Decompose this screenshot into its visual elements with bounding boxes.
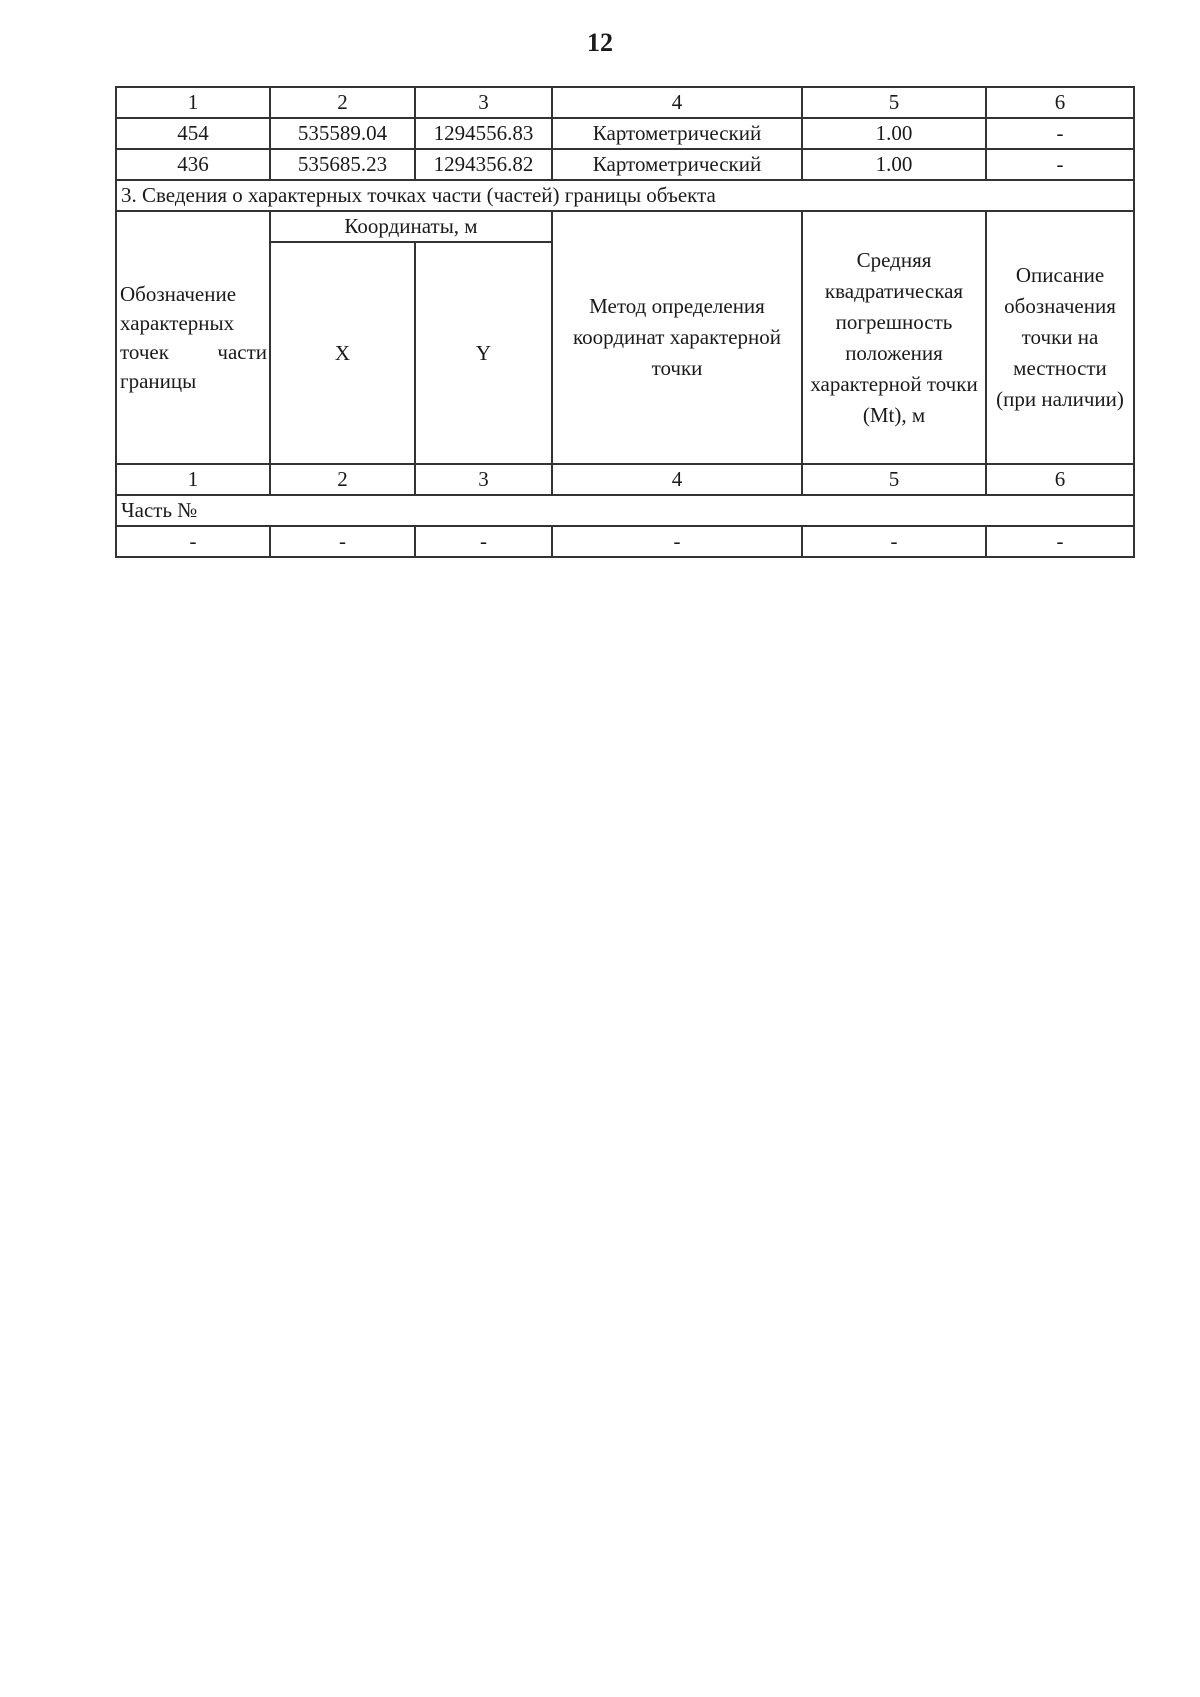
header-y: Y (415, 242, 552, 464)
coord-x: 535589.04 (270, 118, 415, 149)
part-label-row (116, 495, 1134, 526)
description: - (986, 149, 1134, 180)
col-num-4: 4 (552, 464, 802, 495)
section-3-title: 3. Сведения о характерных точках части (частей) границы объекта (116, 180, 1134, 211)
header-coordinates: Координаты, м (270, 211, 552, 242)
col-num-6: 6 (986, 464, 1134, 495)
header-designation: Обозначение характерных точек части границы (116, 211, 270, 464)
coordinates-table (115, 86, 1135, 558)
col-num-1: 1 (116, 87, 270, 118)
col-num-5: 5 (802, 464, 986, 495)
col-num-4: 4 (552, 87, 802, 118)
col-num-5: 5 (802, 87, 986, 118)
description: - (986, 118, 1134, 149)
section-title-row (116, 180, 1134, 211)
empty-cell: - (270, 526, 415, 557)
col-num-2: 2 (270, 464, 415, 495)
error-mt: 1.00 (802, 118, 986, 149)
col-num-1: 1 (116, 464, 270, 495)
header-error: Средняя квадратическая погрешность положения характерной точки (Mt), м (802, 211, 986, 464)
col-num-6: 6 (986, 87, 1134, 118)
empty-cell: - (552, 526, 802, 557)
table-row (116, 526, 1134, 557)
coord-y: 1294356.82 (415, 149, 552, 180)
empty-cell: - (802, 526, 986, 557)
empty-cell: - (415, 526, 552, 557)
column-number-row (116, 464, 1134, 495)
point-designation: 454 (116, 118, 270, 149)
method: Картометрический (552, 118, 802, 149)
part-label: Часть № (116, 495, 1134, 526)
header-x: X (270, 242, 415, 464)
method: Картометрический (552, 149, 802, 180)
empty-cell: - (116, 526, 270, 557)
column-number-row (116, 87, 1134, 118)
header-row-top (116, 211, 1134, 242)
table-row (116, 149, 1134, 180)
coord-y: 1294556.83 (415, 118, 552, 149)
error-mt: 1.00 (802, 149, 986, 180)
coord-x: 535685.23 (270, 149, 415, 180)
page-number: 12 (587, 28, 613, 57)
empty-cell: - (986, 526, 1134, 557)
col-num-3: 3 (415, 87, 552, 118)
table-row (116, 118, 1134, 149)
col-num-2: 2 (270, 87, 415, 118)
point-designation: 436 (116, 149, 270, 180)
col-num-3: 3 (415, 464, 552, 495)
header-description: Описание обозначения точки на местности (при наличии) (986, 211, 1134, 464)
header-method: Метод определения координат характерной точки (552, 211, 802, 464)
